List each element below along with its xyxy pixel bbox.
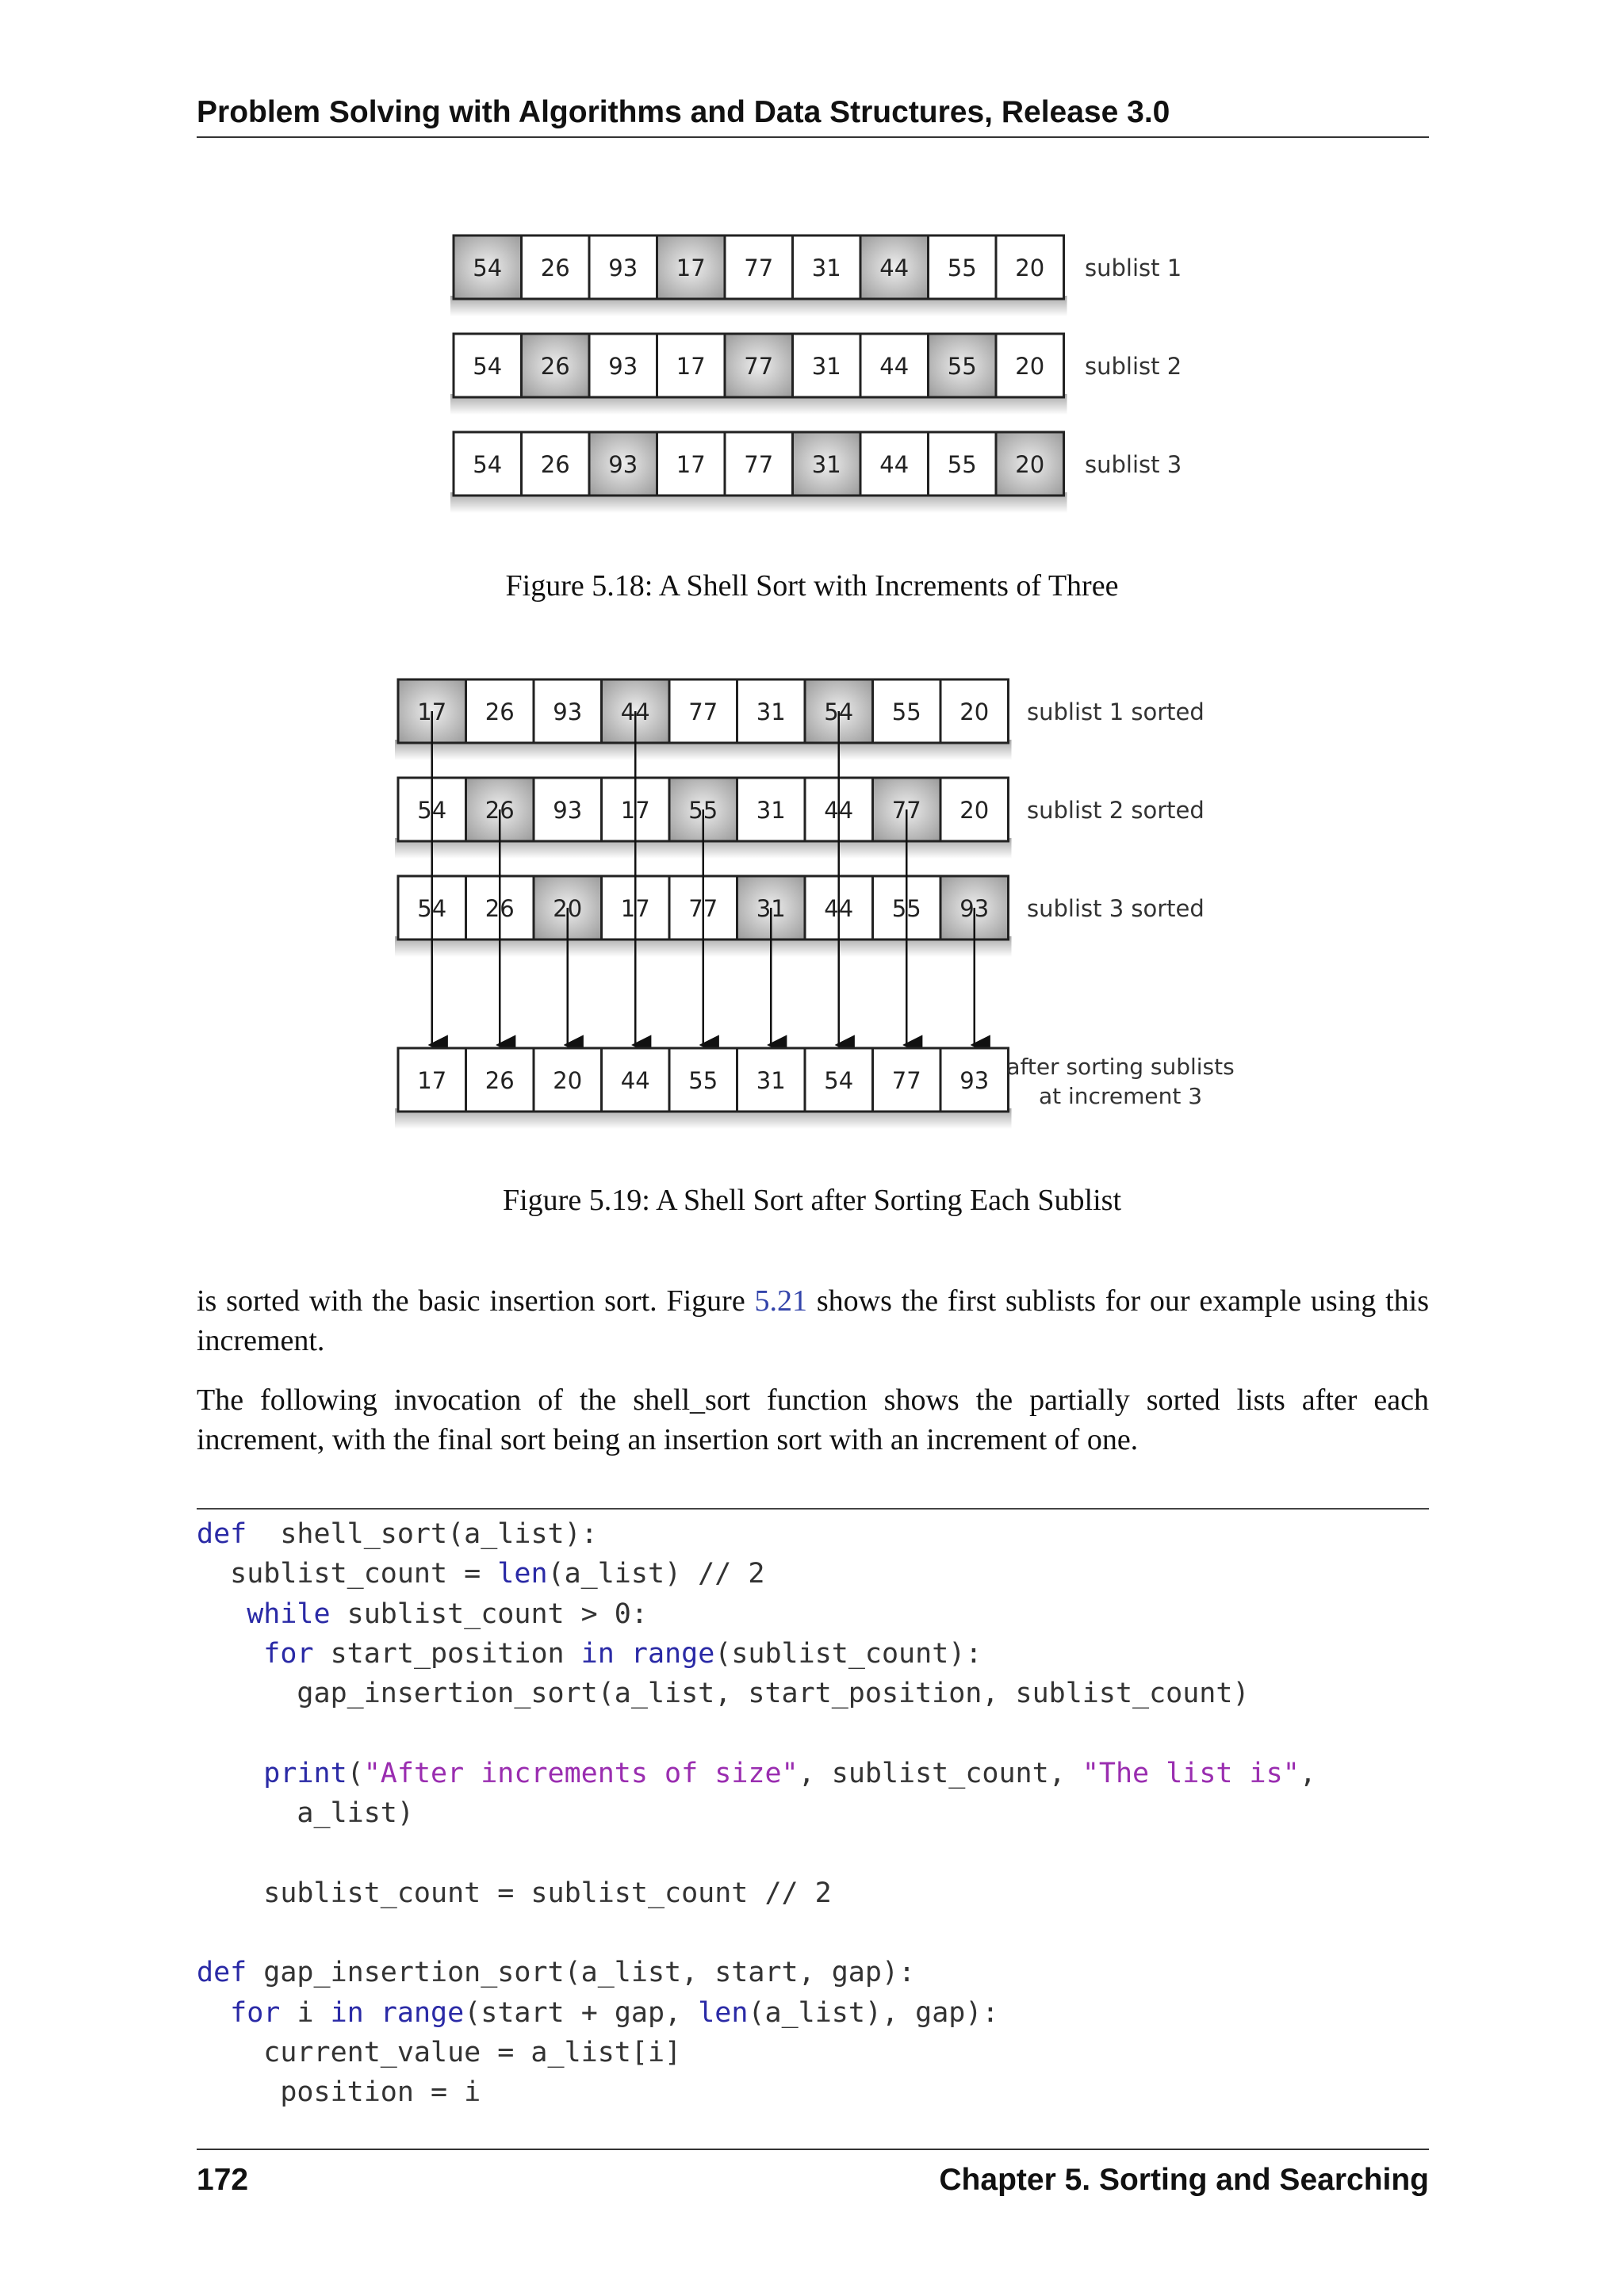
paragraph-1-text-end: shows the first sublists for our example using this increment. <box>197 1284 1429 1357</box>
code-line <box>197 1516 1429 1556</box>
code-text: i <box>280 1996 331 2029</box>
code-keyword: len <box>698 1996 749 2029</box>
code-text: (a_list) // 2 <box>547 1558 765 1590</box>
fig2-row3-cell-value: 26 <box>485 895 515 922</box>
fig2-row3-cell-value: 77 <box>688 895 718 922</box>
fig2-row1-cell-value: 44 <box>620 698 650 725</box>
fig2-row1-cell-value: 20 <box>959 698 990 725</box>
fig2-row2-cell-value: 20 <box>959 797 990 824</box>
fig2-row3-cell-value: 55 <box>891 895 921 922</box>
code-line <box>197 1715 1429 1755</box>
fig2-row2-cell-value: 55 <box>688 797 718 824</box>
code-line <box>197 1954 1429 1994</box>
code-text: sublist_count = sublist_count // 2 <box>197 1877 832 1909</box>
fig2-row1-cell-value: 17 <box>417 698 447 725</box>
fig1-row1-cell-value: 44 <box>879 254 910 281</box>
paragraph-1 <box>197 1281 1429 1360</box>
code-text <box>197 1638 263 1670</box>
code-text: a_list) <box>197 1797 414 1830</box>
code-text: sublist_count = <box>197 1558 498 1590</box>
fig1-row1-cell-value: 20 <box>1015 254 1045 281</box>
fig1-row3-cell-value: 31 <box>811 451 841 478</box>
fig1-row1-cell-value: 55 <box>947 254 977 281</box>
fig2-row-label: sublist 3 sorted <box>1027 895 1205 922</box>
figure-5-18-caption: Figure 5.18: A Shell Sort with Increments of Three <box>505 569 1119 603</box>
fig1-row3-cell-value: 93 <box>608 451 638 478</box>
figure-5-19 <box>381 666 1253 1146</box>
fig1-row1-cell-value: 17 <box>676 254 706 281</box>
code-text: , sublist_count, <box>798 1757 1082 1789</box>
figure-5-18 <box>444 222 1237 543</box>
fig2-result-cell-value: 20 <box>553 1067 583 1094</box>
code-text: , <box>1299 1757 1316 1789</box>
code-line <box>197 1995 1429 2034</box>
fig2-row3-cell-value: 20 <box>553 895 583 922</box>
code-keyword: print <box>263 1757 347 1789</box>
code-line <box>197 1556 1429 1595</box>
fig1-row1-cell-value: 77 <box>744 254 774 281</box>
fig2-row3-cell-value: 54 <box>417 895 447 922</box>
code-keyword: range <box>380 1996 465 2029</box>
code-text: start_position <box>313 1637 581 1670</box>
code-text: (start + gap, <box>464 1996 699 2029</box>
code-keyword: def <box>197 1957 247 1989</box>
fig2-row2-cell-value: 17 <box>620 797 650 824</box>
fig1-row3-cell-value: 77 <box>744 451 774 478</box>
code-line <box>197 1675 1429 1715</box>
fig2-result-cell-value: 17 <box>417 1067 447 1094</box>
fig1-row2-cell-value: 44 <box>879 353 910 380</box>
fig1-row3-cell-value: 17 <box>676 451 706 478</box>
running-header <box>197 89 1429 138</box>
code-line <box>197 1755 1429 1795</box>
code-line <box>197 2074 1429 2114</box>
fig1-row3-cell-value: 20 <box>1015 451 1045 478</box>
code-keyword: while <box>247 1598 331 1630</box>
code-text: gap_insertion_sort(a_list, start_position, sublist_count) <box>197 1678 1250 1710</box>
fig2-result-label-2: at increment 3 <box>1038 1083 1203 1109</box>
fig1-row2-cell-value: 55 <box>947 353 977 380</box>
code-line <box>197 2034 1429 2074</box>
fig1-row-label: sublist 3 <box>1085 451 1182 478</box>
fig1-row1-cell-value: 26 <box>540 254 570 281</box>
fig2-result-cell-value: 26 <box>485 1067 515 1094</box>
code-divider <box>197 1508 1429 1510</box>
fig1-row1-cell-value: 31 <box>811 254 841 281</box>
book-title: Problem Solving with Algorithms and Data Structures, Release 3.0 <box>197 95 1170 129</box>
fig2-row2-cell-value: 93 <box>553 797 583 824</box>
fig2-row1-cell-value: 54 <box>824 698 854 725</box>
page-number: 172 <box>197 2163 249 2197</box>
fig2-row2-cell-value: 54 <box>417 797 447 824</box>
fig2-row2-cell-value: 44 <box>824 797 854 824</box>
fig1-row2-cell-value: 17 <box>676 353 706 380</box>
code-text: current_value = a_list[i] <box>197 2036 682 2068</box>
fig1-row3-cell-value: 44 <box>879 451 910 478</box>
code-text: sublist_count > 0: <box>330 1598 648 1630</box>
code-line <box>197 1636 1429 1675</box>
fig2-result-cell-value: 44 <box>620 1067 650 1094</box>
figure-5-19-caption: Figure 5.19: A Shell Sort after Sorting Each Sublist <box>502 1184 1122 1217</box>
code-keyword: in <box>330 1996 364 2029</box>
code-line <box>197 1596 1429 1636</box>
fig2-row2-cell-value: 77 <box>891 797 921 824</box>
code-text: position = i <box>197 2076 481 2109</box>
fig2-row1-cell-value: 26 <box>485 698 515 725</box>
fig2-row1-cell-value: 55 <box>891 698 921 725</box>
code-text: (sublist_count): <box>714 1637 982 1670</box>
code-keyword: def <box>197 1518 247 1550</box>
code-text: shell_sort(a_list): <box>247 1518 598 1550</box>
code-line <box>197 1795 1429 1835</box>
fig1-row3-cell-value: 54 <box>473 451 503 478</box>
code-line <box>197 1875 1429 1915</box>
code-text <box>615 1638 631 1670</box>
code-text <box>197 1997 230 2029</box>
fig2-row1-cell-value: 93 <box>553 698 583 725</box>
code-keyword: for <box>263 1637 314 1670</box>
fig1-row-label: sublist 1 <box>1085 254 1182 281</box>
code-block <box>197 1516 1429 2114</box>
fig2-row3-cell-value: 17 <box>620 895 650 922</box>
paragraph-2: The following invocation of the shell_sort function shows the partially sorted lists after each increment, with the final sort being an insertion sort with an increment of one. <box>197 1383 1429 1456</box>
fig1-row3-cell-value: 55 <box>947 451 977 478</box>
fig1-row1-cell-value: 93 <box>608 254 638 281</box>
code-text <box>197 1598 247 1630</box>
code-line <box>197 1915 1429 1954</box>
code-text: ( <box>347 1757 364 1789</box>
paragraph-1-text: is sorted with the basic insertion sort. Figure <box>197 1284 755 1318</box>
fig1-row1-cell-value: 54 <box>473 254 503 281</box>
code-text: (a_list), gap): <box>748 1996 999 2029</box>
code-text <box>364 1997 381 2029</box>
fig2-result-label-1: after sorting sublists <box>1006 1054 1235 1080</box>
figure-5-19-diagram <box>381 666 1253 1142</box>
fig2-row3-cell-value: 93 <box>959 895 990 922</box>
fig2-result-cell-value: 55 <box>688 1067 718 1094</box>
fig1-row2-cell-value: 26 <box>540 353 570 380</box>
code-line <box>197 1835 1429 1874</box>
code-string: "The list is" <box>1082 1757 1300 1789</box>
fig2-row-label: sublist 2 sorted <box>1027 797 1205 824</box>
fig1-row2-cell-value: 20 <box>1015 353 1045 380</box>
fig2-row3-cell-value: 44 <box>824 895 854 922</box>
fig1-row3-cell-value: 26 <box>540 451 570 478</box>
code-keyword: in <box>580 1637 615 1670</box>
fig1-row2-cell-value: 31 <box>811 353 841 380</box>
fig2-row1-cell-value: 31 <box>756 698 786 725</box>
fig1-row2-cell-value: 77 <box>744 353 774 380</box>
code-string: "After increments of size" <box>363 1757 799 1789</box>
code-text: gap_insertion_sort(a_list, start, gap): <box>247 1957 916 1989</box>
fig2-row1-cell-value: 77 <box>688 698 718 725</box>
fig2-row2-cell-value: 31 <box>756 797 786 824</box>
fig2-row-label: sublist 1 sorted <box>1027 698 1205 725</box>
fig2-result-cell-value: 54 <box>824 1067 854 1094</box>
code-text <box>197 1758 263 1789</box>
figure-5-18-diagram <box>444 222 1237 539</box>
code-keyword: len <box>497 1558 548 1590</box>
page-footer <box>197 2149 1429 2198</box>
fig2-row3-cell-value: 31 <box>756 895 786 922</box>
code-keyword: for <box>230 1996 281 2029</box>
fig2-result-cell-value: 77 <box>891 1067 921 1094</box>
chapter-title: Chapter 5. Sorting and Searching <box>939 2163 1429 2197</box>
fig2-result-cell-value: 93 <box>959 1067 990 1094</box>
fig1-row2-cell-value: 54 <box>473 353 503 380</box>
fig1-row2-cell-value: 93 <box>608 353 638 380</box>
code-keyword: range <box>630 1637 715 1670</box>
figure-5-21-link[interactable]: 5.21 <box>754 1284 808 1318</box>
fig2-row2-cell-value: 26 <box>485 797 515 824</box>
fig2-result-cell-value: 31 <box>756 1067 786 1094</box>
fig1-row-label: sublist 2 <box>1085 353 1182 380</box>
